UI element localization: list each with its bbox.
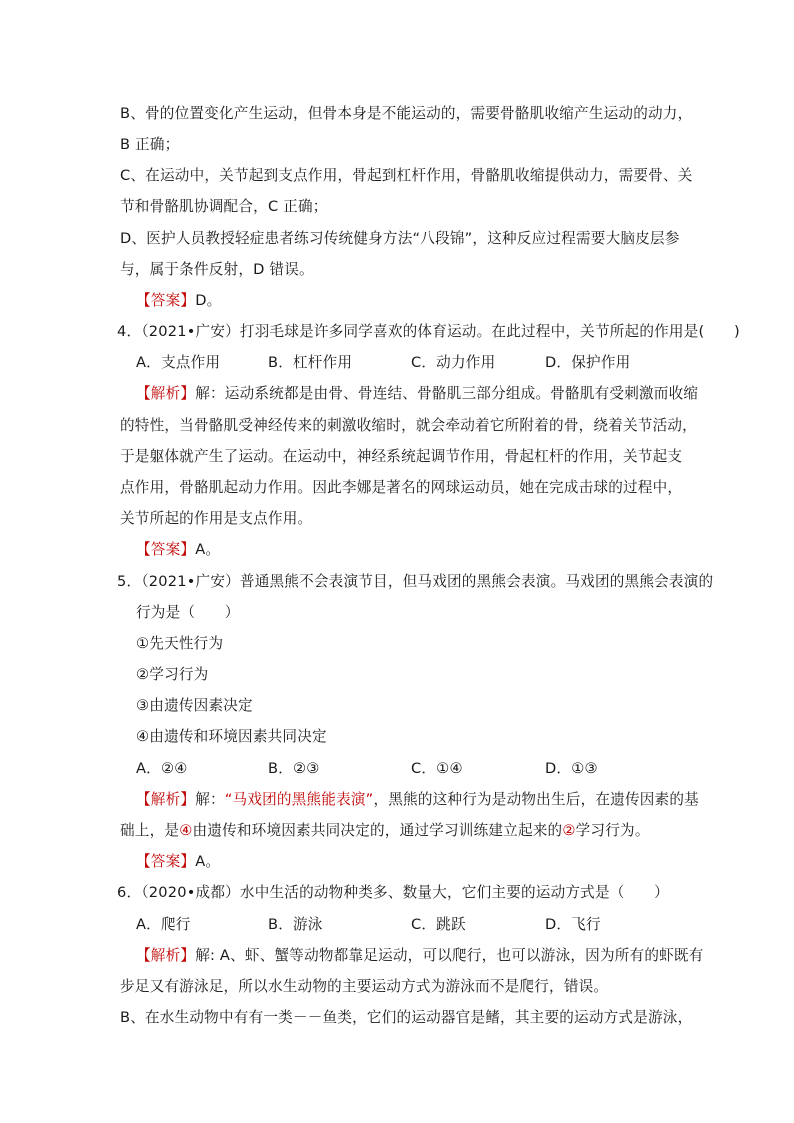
prev-option-d-line2: 与，属于条件反射，D 错误。 [120, 261, 314, 278]
q6-option-d: D．飞行 [545, 916, 601, 933]
q5-item-3: ③由遗传因素决定 [136, 697, 253, 714]
analysis-highlight: ④ [179, 822, 193, 839]
q5-option-d: D．①③ [545, 760, 598, 777]
q5-analysis-line2 [120, 819, 650, 843]
q5-item-4: ④由遗传和环境因素共同决定 [136, 728, 327, 745]
q5-stem-line2: 行为是（ ） [136, 604, 240, 621]
answer-value: D。 [195, 292, 222, 309]
q4-answer [136, 538, 220, 562]
q4-option-d: D．保护作用 [545, 354, 631, 371]
prev-option-b-line2: B 正确； [120, 136, 180, 153]
analysis-highlight: ② [562, 822, 576, 839]
q4-option-c: C．动力作用 [411, 354, 496, 371]
q5-item-2: ②学习行为 [136, 666, 209, 683]
analysis-text: 由遗传和环境因素共同决定的，通过学习训练建立起来的 [192, 822, 563, 839]
q4-analysis-line3: 于是躯体就产生了运动。在运动中，神经系统起调节作用，骨起杠杆的作用，关节起支 [120, 448, 683, 465]
prev-option-d-line1: D、医护人员教授轻症患者练习传统健身方法“八段锦”，这种反应过程需要大脑皮层参 [120, 230, 680, 247]
q4-analysis-line1 [136, 382, 698, 406]
q5-option-b: B．②③ [268, 760, 320, 777]
analysis-text: ，黑熊的这种行为是动物出生后，在遗传因素的基 [373, 791, 699, 808]
q5-item-1: ①先天性行为 [136, 635, 224, 652]
q6-option-a: A．爬行 [136, 916, 191, 933]
q6-analysis-line1 [136, 944, 704, 968]
prev-option-b-line1: B、骨的位置变化产生运动，但骨本身是不能运动的，需要骨骼肌收缩产生运动的动力， [120, 105, 693, 122]
q5-answer [136, 850, 220, 874]
answer-tag: 【答案】 [136, 292, 196, 309]
q5-analysis-line1 [136, 788, 699, 812]
q4-option-a: A．支点作用 [136, 354, 221, 371]
q4-option-b: B．杠杆作用 [268, 354, 353, 371]
prev-option-c-line1: C、在运动中，关节起到支点作用，骨起到杠杆作用，骨骼肌收缩提供动力，需要骨、关 [120, 167, 693, 184]
analysis-text: 础上，是 [120, 822, 180, 839]
q5-option-c: C．①④ [411, 760, 463, 777]
analysis-text: 解: A、虾、蟹等动物都靠足运动，可以爬行，也可以游泳，因为所有的虾既有 [195, 947, 704, 964]
q6-option-b: B．游泳 [268, 916, 323, 933]
q6-analysis-line2: 步足又有游泳足，所以水生动物的主要运动方式为游泳而不是爬行，错误。 [120, 978, 609, 995]
analysis-text: 解：运动系统都是由骨、骨连结、骨骼肌三部分组成。骨骼肌有受刺激而收缩 [195, 385, 699, 402]
answer-value: A。 [195, 541, 221, 558]
q5-stem-line1: 5．（2021•广安）普通黑熊不会表演节目，但马戏团的黑熊会表演。马戏团的黑熊会表演的 [117, 573, 714, 590]
q6-stem: 6．（2020•成都）水中生活的动物种类多、数量大，它们主要的运动方式是（ ） [117, 884, 669, 901]
analysis-quote: “马戏团的黑熊能表演” [224, 791, 374, 808]
q4-analysis-line5: 关节所起的作用是支点作用。 [120, 510, 313, 527]
q6-option-c: C．跳跃 [411, 916, 466, 933]
q4-analysis-line4: 点作用，骨骼肌起动力作用。因此李娜是著名的网球运动员，她在完成击球的过程中， [120, 479, 683, 496]
answer-tag: 【答案】 [136, 541, 196, 558]
q5-option-a: A．②④ [136, 760, 188, 777]
analysis-text: 解： [195, 791, 225, 808]
analysis-tag: 【解析】 [136, 385, 196, 402]
analysis-tag: 【解析】 [136, 791, 196, 808]
q6-option-b-explanation: B、在水生动物中有有一类－－鱼类，它们的运动器官是鳍，其主要的运动方式是游泳， [120, 1009, 693, 1026]
analysis-text: 学习行为。 [575, 822, 650, 839]
prev-answer [136, 289, 221, 313]
prev-option-c-line2: 节和骨骼肌协调配合，C 正确； [120, 198, 328, 215]
q4-analysis-line2: 的特性，当骨骼肌受神经传来的刺激收缩时，就会牵动着它所附着的骨，绕着关节活动， [120, 417, 697, 434]
answer-tag: 【答案】 [136, 853, 196, 870]
q4-stem: 4．（2021•广安）打羽毛球是许多同学喜欢的体育运动。在此过程中，关节所起的作用是( ) [117, 323, 740, 340]
answer-value: A。 [195, 853, 221, 870]
analysis-tag: 【解析】 [136, 947, 196, 964]
